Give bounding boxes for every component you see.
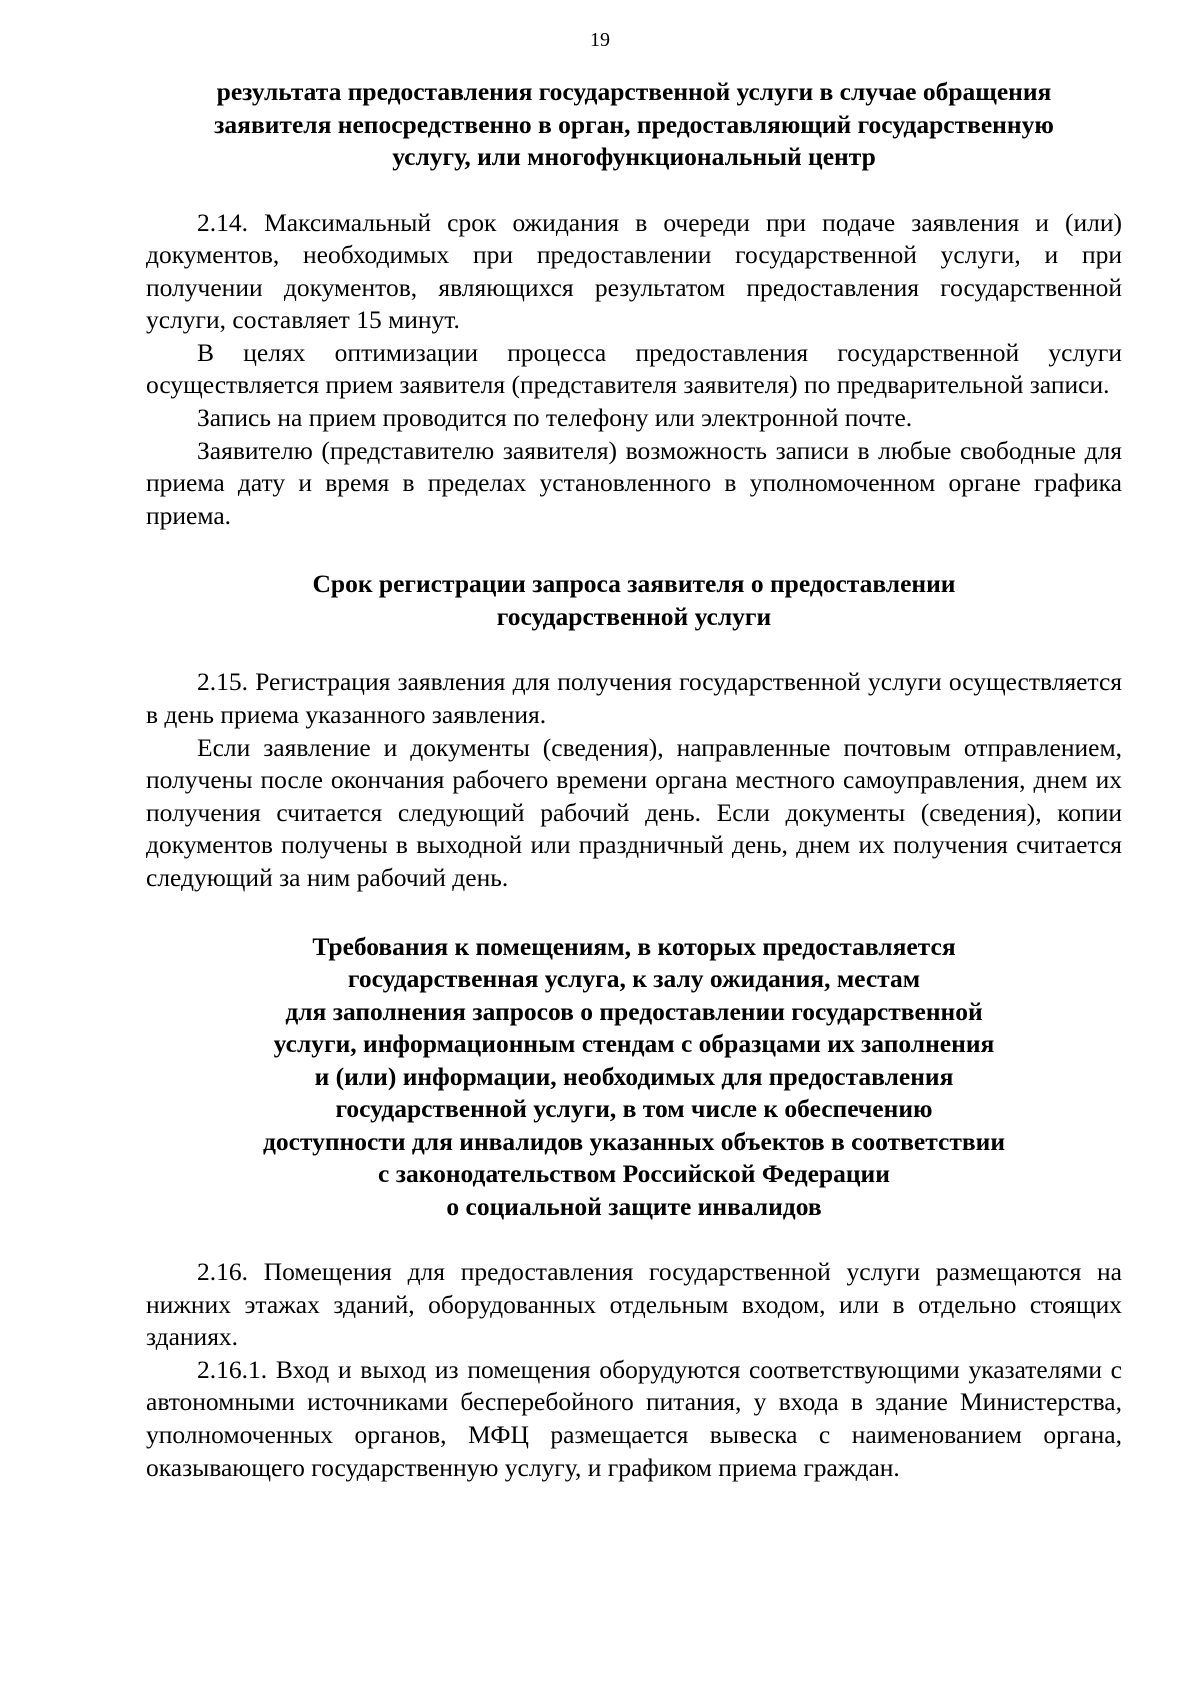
heading-line: услугу, или многофункциональный центр	[392, 142, 876, 171]
heading-line: и (или) информации, необходимых для предоставления	[314, 1061, 954, 1091]
heading-line: услуги, информационным стендам с образцами их заполнения	[273, 1029, 995, 1059]
paragraph-2-16-1: 2.16.1. Вход и выход из помещения оборудуются соответствующими указателями с автономными источниками бесперебойного питания, у входа в здание Министерства, уполномоченных органов, МФЦ размещается вывеска с наименованием органа, оказывающего государственную услугу, и графиком приема граждан.	[146, 1354, 1122, 1482]
heading-line: о социальной защите инвалидов	[446, 1191, 822, 1221]
paragraph-2-16: 2.16. Помещения для предоставления государственной услуги размещаются на нижних этажах зданий, оборудованных отдельным входом, или в отдельно стоящих зданиях.	[146, 1257, 1122, 1352]
paragraph-record-any-time: Заявителю (представителю заявителя) возможность записи в любые свободные для приема дату и время в пределах установленного в уполномоченном органе графика приема.	[146, 435, 1122, 530]
section-heading-result-waiting	[146, 76, 1122, 174]
heading-line: Срок регистрации запроса заявителя о предоставлении	[312, 569, 956, 599]
spacer	[146, 174, 1122, 207]
spacer	[146, 895, 1122, 931]
heading-line: для заполнения запросов о предоставлении государственной	[285, 996, 983, 1026]
heading-line: государственной услуги	[496, 601, 772, 631]
heading-line: государственной услуги, в том числе к обеспечению	[335, 1094, 933, 1124]
document-body	[146, 76, 1122, 1484]
heading-line: заявителя непосредственно в орган, предоставляющий государственную	[214, 109, 1054, 139]
paragraph-record-by-phone: Запись на прием проводится по телефону или электронной почте.	[197, 403, 913, 433]
paragraph-2-14: 2.14. Максимальный срок ожидания в очереди при подаче заявления и (или) документов, необходимых при предоставлении государственной услуги, и при получении документов, являющихся результатом предоставления государственной услуги, составляет 15 минут.	[146, 207, 1122, 335]
page-number: 19	[590, 29, 610, 51]
spacer	[146, 532, 1122, 568]
section-heading-premises-requirements	[146, 931, 1122, 1224]
spacer	[146, 633, 1122, 666]
heading-line: с законодательством Российской Федерации	[378, 1159, 890, 1189]
heading-line: доступности для инвалидов указанных объектов в соответствии	[262, 1126, 1006, 1156]
heading-line: результата предоставления государственной услуги в случае обращения	[216, 77, 1052, 106]
paragraph-postal-documents: Если заявление и документы (сведения), направленные почтовым отправлением, получены после окончания рабочего времени органа местного самоуправления, днем их получения считается следующий рабочий день. Если документы (сведения), копии документов получены в выходной или праздничный день, днем их получения считается следующий за ним рабочий день.	[146, 732, 1122, 892]
section-heading-registration-term	[146, 568, 1122, 633]
paragraph-preliminary-record: В целях оптимизации процесса предоставления государственной услуги осуществляется прием заявителя (представителя заявителя) по предварительной записи.	[146, 337, 1122, 400]
spacer	[146, 1223, 1122, 1256]
paragraph-2-15: 2.15. Регистрация заявления для получения государственной услуги осуществляется в день приема указанного заявления.	[146, 667, 1122, 730]
heading-line: Требования к помещениям, в которых предоставляется	[312, 931, 956, 961]
heading-line: государственная услуга, к залу ожидания, местам	[347, 964, 921, 994]
